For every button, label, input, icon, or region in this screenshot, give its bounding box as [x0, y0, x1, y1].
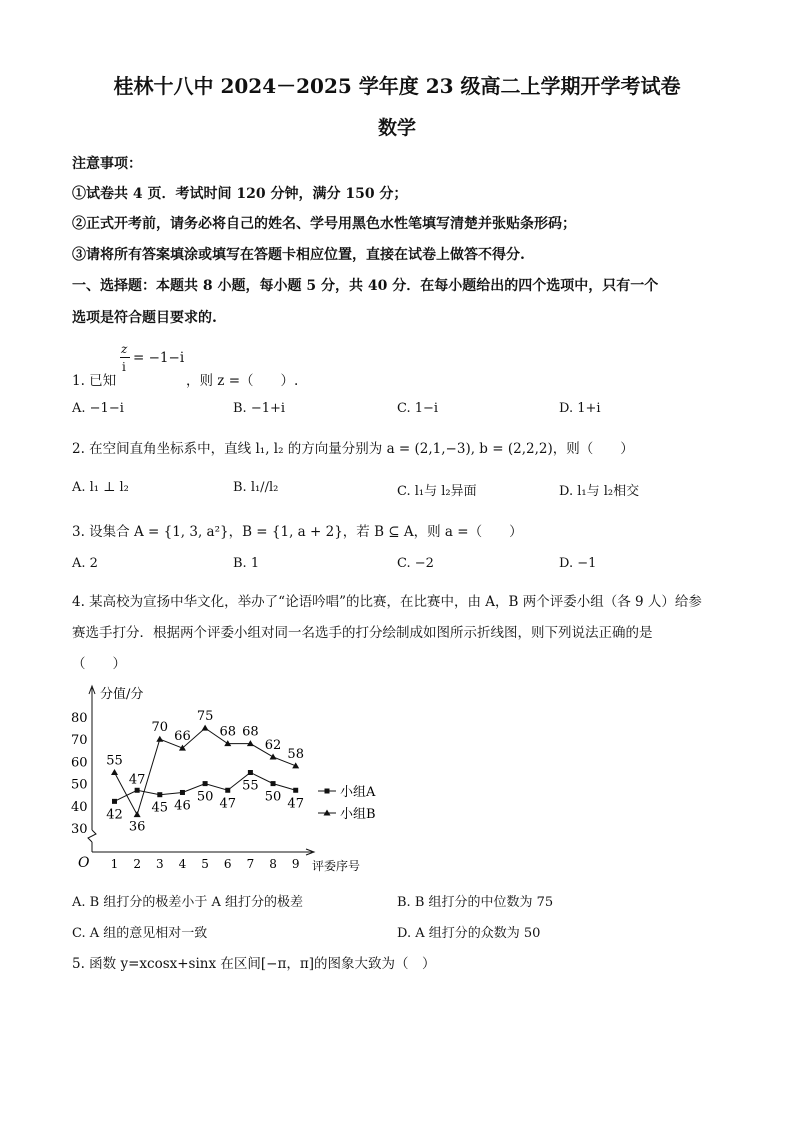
- q4-stem-line1: 4. 某高校为宣扬中华文化，举办了“论语吟唱”的比赛，在比赛中，由 A，B 两个评委小组（各 9 人）给参: [72, 594, 702, 610]
- q4-option-b: B. B 组打分的中位数为 75: [397, 895, 554, 910]
- q2-option-b: B. l₁//l₂: [233, 480, 279, 495]
- data-label-group-b: 68: [242, 724, 259, 740]
- data-label-group-a: 50: [196, 789, 214, 805]
- marker-group-a: [135, 788, 140, 793]
- origin-label: O: [78, 855, 90, 871]
- data-label-group-a: 45: [151, 800, 169, 816]
- chart-axes: [78, 686, 360, 873]
- q1-suffix: ，则 z =（ ）.: [186, 373, 299, 389]
- y-tick-label: 70: [71, 733, 88, 749]
- data-label-group-b: 55: [106, 753, 123, 769]
- data-label-group-b: 62: [264, 737, 282, 753]
- x-tick-label: 9: [291, 857, 300, 871]
- legend-label-group-a: 小组A: [340, 785, 376, 800]
- data-label-group-b: 68: [219, 724, 237, 740]
- q1-frac-rhs: = −1−i: [133, 350, 185, 366]
- marker-group-a: [293, 788, 298, 793]
- q4-stem-line3: （ ）: [72, 656, 126, 672]
- q4-option-d: D. A 组打分的众数为 50: [397, 926, 541, 941]
- q3-option-d: D. −1: [559, 556, 597, 571]
- data-label-group-b: 36: [128, 819, 146, 835]
- note-item-1: ①试卷共 4 页．考试时间 120 分钟，满分 150 分；: [72, 186, 408, 202]
- q2-option-a: A. l₁ ⊥ l₂: [72, 480, 129, 495]
- y-tick-label: 80: [71, 711, 88, 726]
- q3-stem: 3. 设集合 A = {1, 3, a²}，B = {1, a + 2}，若 B ⊆ A，则 a =（ ）: [72, 524, 523, 540]
- data-label-group-b: 58: [287, 746, 304, 762]
- q3-option-a: A. 2: [72, 556, 98, 571]
- q1-frac-bar: [120, 357, 130, 358]
- q2-stem: 2. 在空间直角坐标系中，直线 l₁, l₂ 的方向量分别为 a = (2,1,−3), b = (2,2,2)，则（ ）: [72, 441, 634, 457]
- q1-prefix: 1. 已知: [72, 373, 117, 389]
- subject-title: 数学: [377, 117, 416, 139]
- marker-group-b: [134, 811, 141, 817]
- q1-option-d: D. 1+i: [559, 401, 601, 416]
- q4-option-c: C. A 组的意见相对一致: [72, 926, 208, 941]
- q1-frac-denominator: i: [122, 360, 126, 374]
- q4-stem-line2: 赛选手打分．根据两个评委小组对同一名选手的打分绘制成如图所示折线图，则下列说法正确的是: [72, 625, 653, 641]
- q1-option-b: B. −1+i: [233, 401, 286, 416]
- data-label-group-a: 46: [174, 798, 191, 814]
- data-label-group-a: 42: [106, 807, 123, 823]
- y-tick-label: 50: [71, 777, 88, 793]
- exam-title: 桂林十八中 2024－2025 学年度 23 级高二上学期开学考试卷: [113, 74, 681, 98]
- data-label-group-b: 66: [174, 729, 191, 745]
- marker-group-b: [202, 725, 209, 731]
- marker-group-a: [157, 792, 162, 797]
- x-tick-label: 5: [201, 857, 209, 871]
- data-label-group-b: 70: [151, 720, 169, 736]
- data-label-group-a: 50: [264, 789, 282, 805]
- marker-group-b: [270, 753, 277, 759]
- marker-group-a: [203, 781, 208, 786]
- y-tick-label: 40: [71, 799, 88, 815]
- y-axis-label: 分值/分: [100, 687, 144, 702]
- q5-stem: 5. 函数 y=xcosx+sinx 在区间[−π，π]的图象大致为（ ）: [72, 956, 436, 972]
- marker-group-a: [248, 770, 253, 775]
- section-heading-line2: 选项是符合题目要求的.: [72, 310, 217, 326]
- x-tick-label: 6: [223, 857, 232, 871]
- q2-option-d: D. l₁与 l₂相交: [559, 484, 640, 499]
- x-tick-label: 4: [178, 857, 187, 871]
- x-tick-label: 3: [155, 857, 164, 871]
- axis-break-mark: [88, 830, 96, 842]
- legend-label-group-b: 小组B: [340, 807, 376, 822]
- x-tick-label: 1: [110, 857, 119, 871]
- data-label-group-a: 47: [128, 772, 146, 788]
- marker-group-a: [271, 781, 276, 786]
- legend-marker-group-a: [325, 789, 330, 794]
- x-tick-label: 8: [269, 857, 277, 871]
- data-label-group-b: 75: [196, 709, 214, 725]
- note-item-2: ②正式开考前，请务必将自己的姓名、学号用黑色水性笔填写清楚并张贴条形码；: [72, 216, 576, 232]
- q1-frac-numerator: z: [121, 342, 128, 356]
- marker-group-a: [180, 790, 185, 795]
- q1-option-a: A. −1−i: [72, 401, 124, 416]
- line-chart: [60, 676, 400, 882]
- x-tick-label: 7: [246, 857, 255, 871]
- marker-group-a: [112, 799, 117, 804]
- marker-group-b: [156, 736, 163, 742]
- q3-option-b: B. 1: [233, 556, 260, 571]
- x-axis-label: 评委序号: [312, 859, 361, 873]
- marker-group-a: [225, 788, 230, 793]
- note-item-3: ③请将所有答案填涂或填写在答题卡相应位置，直接在试卷上做答不得分.: [72, 247, 525, 263]
- notes-heading: 注意事项：: [72, 156, 142, 172]
- x-tick-label: 2: [133, 857, 141, 871]
- q3-option-c: C. −2: [397, 556, 434, 571]
- chart-legend: [318, 785, 376, 822]
- q1-option-c: C. 1−i: [397, 401, 439, 416]
- q4-option-a: A. B 组打分的极差小于 A 组打分的极差: [72, 895, 303, 910]
- y-tick-label: 30: [71, 822, 88, 837]
- y-tick-label: 60: [71, 755, 88, 771]
- data-label-group-a: 47: [219, 796, 237, 812]
- marker-group-b: [111, 769, 118, 775]
- section-heading-line1: 一、选择题：本题共 8 小题，每小题 5 分，共 40 分．在每小题给出的四个选项中，只有一个: [72, 278, 659, 294]
- data-label-group-a: 55: [242, 778, 259, 794]
- q2-option-c: C. l₁与 l₂异面: [397, 484, 477, 499]
- data-label-group-a: 47: [287, 796, 304, 812]
